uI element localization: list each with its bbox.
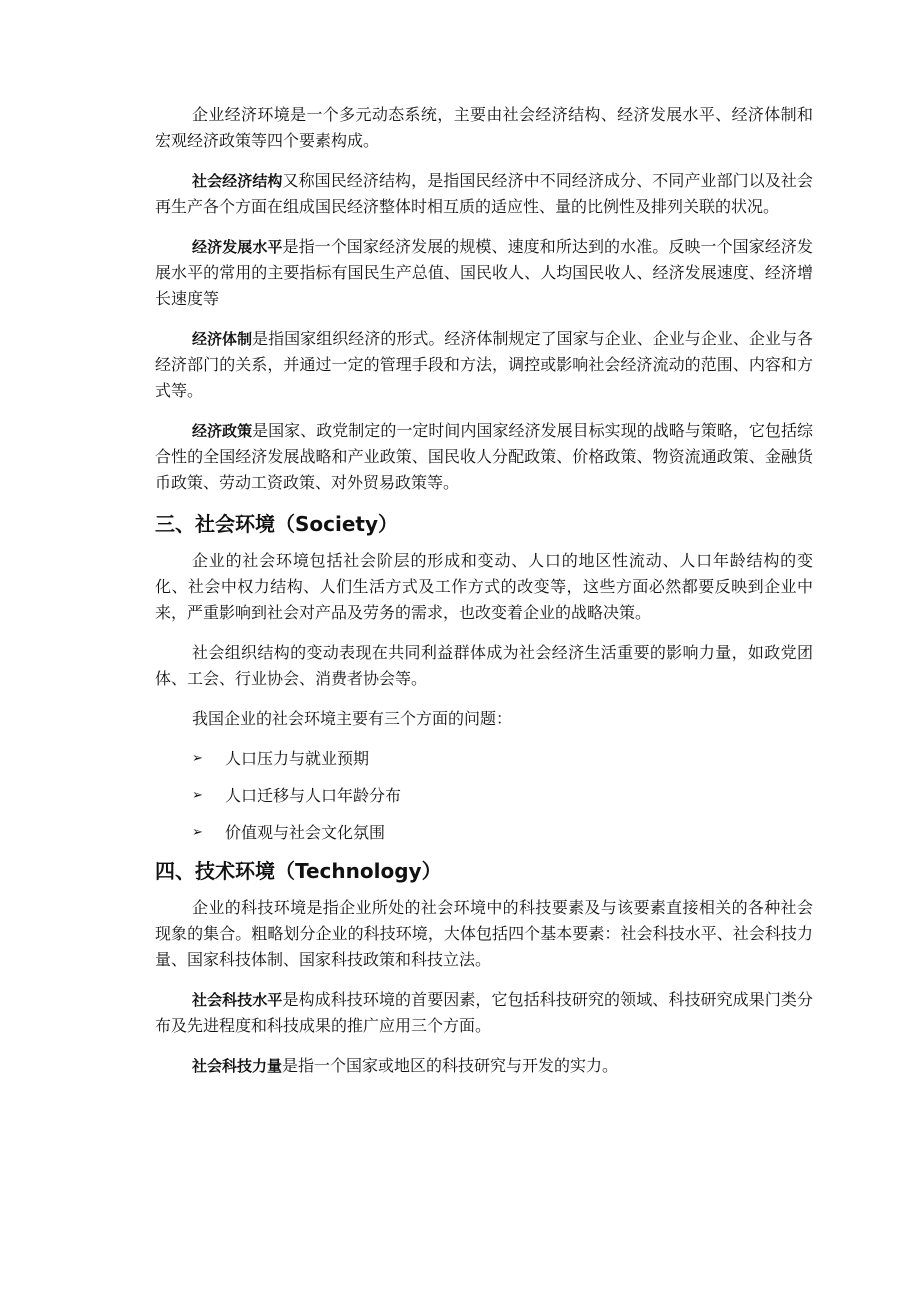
economic-system-term: 经济体制 <box>192 330 253 348</box>
economic-policy-paragraph <box>155 418 813 496</box>
list-item-text: 人口迁移与人口年龄分布 <box>225 786 402 805</box>
economic-structure-paragraph <box>155 168 813 220</box>
list-item-text: 价值观与社会文化氛围 <box>225 823 386 842</box>
society-paragraph-1: 企业的社会环境包括社会阶层的形成和变动、人口的地区性流动、人口年龄结构的变化、社会中权力结构、人们生活方式及工作方式的改变等，这些方面必然都要反映到企业中来，严重影响到社会对产品及劳务的需求，也改变着企业的战略决策。 <box>155 551 813 622</box>
economic-level-term: 经济发展水平 <box>192 238 283 256</box>
list-item-text: 人口压力与就业预期 <box>225 749 370 768</box>
tech-level-term: 社会科技水平 <box>192 991 283 1009</box>
tech-force-paragraph <box>155 1053 813 1079</box>
economic-structure-term: 社会经济结构 <box>192 172 283 190</box>
economic-system-paragraph <box>155 326 813 404</box>
technology-paragraph-1: 企业的科技环境是指企业所处的社会环境中的科技要素及与该要素直接相关的各种社会现象的集合。粗略划分企业的科技环境，大体包括四个基本要素：社会科技水平、社会科技力量、国家科技体制、国家科技政策和科技立法。 <box>155 898 813 969</box>
economic-structure-text: 又称国民经济结构，是指国民经济中不同经济成分、不同产业部门以及社会再生产各个方面在组成国民经济整体时相互质的适应性、量的比例性及排列关联的状况。 <box>155 171 813 216</box>
arrow-bullet-icon: ➢ <box>192 751 203 766</box>
arrow-bullet-icon: ➢ <box>192 825 203 840</box>
tech-force-term: 社会科技力量 <box>192 1057 283 1075</box>
economic-policy-term: 经济政策 <box>192 422 253 440</box>
tech-level-text: 是构成科技环境的首要因素，它包括科技研究的领域、科技研究成果门类分布及先进程度和科技成果的推广应用三个方面。 <box>155 990 813 1035</box>
list-item <box>155 746 813 772</box>
list-item <box>155 820 813 846</box>
society-heading: 三、社会环境（Society） <box>155 512 399 536</box>
document-page <box>155 102 813 1093</box>
economic-level-text: 是指一个国家经济发展的规模、速度和所达到的水准。反映一个国家经济发展水平的常用的主要指标有国民生产总值、国民收人、人均国民收人、经济发展速度、经济增长速度等 <box>155 237 813 308</box>
technology-heading: 四、技术环境（Technology） <box>155 859 442 883</box>
society-issues-list <box>155 746 813 846</box>
economy-intro-paragraph: 企业经济环境是一个多元动态系统，主要由社会经济结构、经济发展水平、经济体制和宏观经济政策等四个要素构成。 <box>155 105 813 150</box>
tech-force-text: 是指一个国家或地区的科技研究与开发的实力。 <box>282 1056 619 1075</box>
tech-level-paragraph <box>155 987 813 1039</box>
society-paragraph-3: 我国企业的社会环境主要有三个方面的问题： <box>192 709 513 728</box>
arrow-bullet-icon: ➢ <box>192 788 203 803</box>
economic-level-paragraph <box>155 234 813 312</box>
list-item <box>155 783 813 809</box>
society-paragraph-2: 社会组织结构的变动表现在共同利益群体成为社会经济生活重要的影响力量，如政党团体、工会、行业协会、消费者协会等。 <box>155 643 813 688</box>
economic-policy-text: 是国家、政党制定的一定时间内国家经济发展目标实现的战略与策略，它包括综合性的全国经济发展战略和产业政策、国民收人分配政策、价格政策、物资流通政策、金融货币政策、劳动工资政策、对外贸易政策等。 <box>155 421 813 492</box>
economic-system-text: 是指国家组织经济的形式。经济体制规定了国家与企业、企业与企业、企业与各经济部门的关系，并通过一定的管理手段和方法，调控或影响社会经济流动的范围、内容和方式等。 <box>155 329 813 400</box>
